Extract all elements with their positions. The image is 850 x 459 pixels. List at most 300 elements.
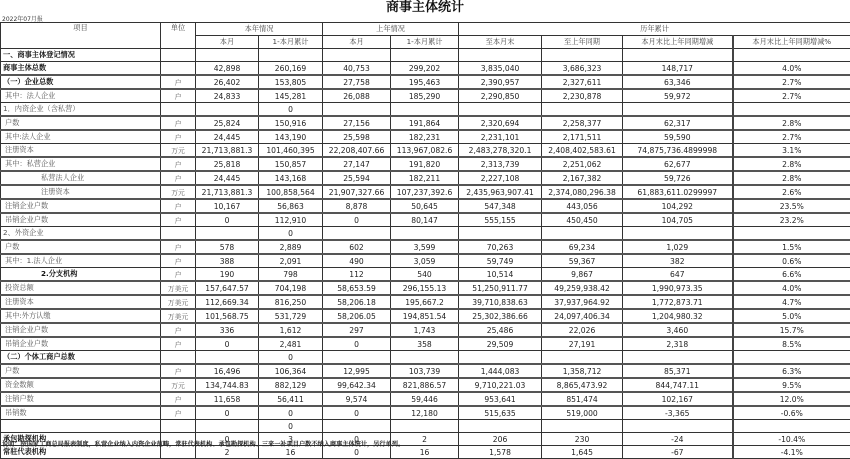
row-label: 其中：法人企业 — [1, 89, 161, 103]
row-label: 注销企业户数 — [1, 199, 161, 213]
cell-value: 195,667.2 — [391, 295, 459, 309]
row-unit: 万美元 — [161, 309, 196, 323]
cell-value: 39,710,838.63 — [459, 295, 542, 309]
cell-value: 59,749 — [459, 254, 542, 268]
cell-value: 4.7% — [733, 295, 850, 309]
cell-value: 1,612 — [259, 323, 323, 337]
cell-value: 2,390,957 — [459, 75, 542, 89]
row-unit: 户 — [161, 116, 196, 130]
cell-value: 882,129 — [259, 378, 323, 392]
row-label: 商事主体总数 — [1, 62, 161, 76]
cell-value: 2.8% — [733, 157, 850, 171]
cell-value: 704,198 — [259, 281, 323, 295]
cell-value: 2.7% — [733, 130, 850, 144]
cell-value — [323, 227, 391, 241]
cell-value: 26,402 — [196, 75, 259, 89]
table-row — [1, 227, 850, 241]
cell-value: 2.7% — [733, 75, 850, 89]
cell-value — [323, 351, 391, 365]
cell-value: 1,578 — [459, 446, 542, 459]
row-label: 承包勘探机构 — [1, 433, 161, 446]
table-row — [1, 116, 850, 130]
cell-value: 450,450 — [542, 213, 623, 227]
cell-value: 8,878 — [323, 199, 391, 213]
row-label: （一）企业总数 — [1, 75, 161, 89]
row-label: 其中:外方认缴 — [1, 309, 161, 323]
cell-value: 6.6% — [733, 268, 850, 282]
cell-value: 2,889 — [259, 240, 323, 254]
cell-value: 56,411 — [259, 392, 323, 406]
cell-value: 182,211 — [391, 171, 459, 185]
cell-value: 2,320,694 — [459, 116, 542, 130]
cell-value: 2,374,080,296.38 — [542, 185, 623, 199]
row-unit: 户 — [161, 75, 196, 89]
cell-value: 0 — [259, 103, 323, 117]
cell-value: -67 — [623, 446, 733, 459]
cell-value: 9.5% — [733, 378, 850, 392]
row-label: 2、外资企业 — [1, 227, 161, 241]
subheader-ytd: 1-本月累计 — [259, 36, 323, 49]
cell-value: 9,710,221.03 — [459, 378, 542, 392]
cell-value: 15.7% — [733, 323, 850, 337]
header-this-year: 本年情况 — [196, 23, 323, 36]
header-item: 项目 — [1, 23, 161, 49]
cell-value — [733, 351, 850, 365]
cell-value — [542, 351, 623, 365]
cell-value: 58,206.18 — [323, 295, 391, 309]
cell-value: 191,864 — [391, 116, 459, 130]
cell-value: 4.0% — [733, 62, 850, 76]
cell-value: 953,641 — [459, 392, 542, 406]
table-row — [1, 254, 850, 268]
cell-value — [459, 49, 542, 62]
table-row — [1, 268, 850, 282]
cell-value: 2,313,739 — [459, 157, 542, 171]
row-unit: 户 — [161, 392, 196, 406]
table-row — [1, 323, 850, 337]
cell-value: 102,167 — [623, 392, 733, 406]
cell-value: 2.6% — [733, 185, 850, 199]
row-label: 投资总额 — [1, 281, 161, 295]
table-row — [1, 364, 850, 378]
cell-value: 844,747.11 — [623, 378, 733, 392]
cell-value: 1,444,083 — [459, 364, 542, 378]
cell-value — [623, 103, 733, 117]
cell-value: 602 — [323, 240, 391, 254]
cell-value: 0 — [196, 406, 259, 420]
cell-value — [623, 420, 733, 433]
cell-value: 42,898 — [196, 62, 259, 76]
cell-value — [196, 103, 259, 117]
cell-value: 112,910 — [259, 213, 323, 227]
cell-value: 80,147 — [391, 213, 459, 227]
table-row — [1, 62, 850, 76]
subheader-ly-ytd: 1-本月累计 — [391, 36, 459, 49]
cell-value — [459, 227, 542, 241]
cell-value: 297 — [323, 323, 391, 337]
cell-value: 388 — [196, 254, 259, 268]
cell-value: 112,669.34 — [196, 295, 259, 309]
cell-value: 10,514 — [459, 268, 542, 282]
cell-value: 25,598 — [323, 130, 391, 144]
cell-value: 61,883,611.0299997 — [623, 185, 733, 199]
cell-value: 27,191 — [542, 337, 623, 351]
cell-value: 1,990,973.35 — [623, 281, 733, 295]
cell-value: 25,486 — [459, 323, 542, 337]
cell-value: 24,833 — [196, 89, 259, 103]
cell-value: 104,292 — [623, 199, 733, 213]
cell-value: 112 — [323, 268, 391, 282]
cell-value — [459, 103, 542, 117]
table-row — [1, 392, 850, 406]
cell-value: 59,446 — [391, 392, 459, 406]
cell-value: 106,364 — [259, 364, 323, 378]
cell-value: 182,231 — [391, 130, 459, 144]
row-label: 资金数额 — [1, 378, 161, 392]
row-unit — [161, 351, 196, 365]
cell-value: 540 — [391, 268, 459, 282]
cell-value: 185,290 — [391, 89, 459, 103]
cell-value: 1,645 — [542, 446, 623, 459]
cell-value: 5.0% — [733, 309, 850, 323]
cell-value: 490 — [323, 254, 391, 268]
cell-value: 2.8% — [733, 171, 850, 185]
cell-value: 1,358,712 — [542, 364, 623, 378]
cell-value: 336 — [196, 323, 259, 337]
cell-value: 26,088 — [323, 89, 391, 103]
table-row — [1, 144, 850, 158]
row-label: 2.分支机构 — [1, 268, 161, 282]
cell-value: 2 — [391, 433, 459, 446]
cell-value: 51,250,911.77 — [459, 281, 542, 295]
table-row — [1, 420, 850, 433]
cell-value: 3,835,040 — [459, 62, 542, 76]
cell-value: 531,729 — [259, 309, 323, 323]
cell-value: -3,365 — [623, 406, 733, 420]
table-row — [1, 406, 850, 420]
subheader-this-month: 本月 — [196, 36, 259, 49]
cell-value: 8,865,473.92 — [542, 378, 623, 392]
cell-value: 3 — [259, 433, 323, 446]
row-unit: 户 — [161, 337, 196, 351]
subheader-yoy-change: 本月末比上年同期增减 — [623, 36, 733, 49]
cell-value: 578 — [196, 240, 259, 254]
cell-value: 24,445 — [196, 130, 259, 144]
row-unit: 户 — [161, 323, 196, 337]
row-unit: 户 — [161, 157, 196, 171]
cell-value — [391, 227, 459, 241]
cell-value: 2,408,402,583.61 — [542, 144, 623, 158]
row-label: 户数 — [1, 240, 161, 254]
cell-value: 515,635 — [459, 406, 542, 420]
row-unit: 万元 — [161, 144, 196, 158]
cell-value: 150,916 — [259, 116, 323, 130]
cell-value: 2 — [196, 446, 259, 459]
cell-value: 9,574 — [323, 392, 391, 406]
row-unit — [161, 420, 196, 433]
cell-value: 851,474 — [542, 392, 623, 406]
table-row — [1, 171, 850, 185]
cell-value: 23.2% — [733, 213, 850, 227]
cell-value: 85,371 — [623, 364, 733, 378]
cell-value: 0 — [323, 406, 391, 420]
table-row — [1, 295, 850, 309]
cell-value: 206 — [459, 433, 542, 446]
cell-value: 382 — [623, 254, 733, 268]
cell-value — [391, 420, 459, 433]
cell-value: 27,156 — [323, 116, 391, 130]
cell-value: 37,937,964.92 — [542, 295, 623, 309]
cell-value: 3,460 — [623, 323, 733, 337]
cell-value: 2.7% — [733, 89, 850, 103]
row-label: 注册资本 — [1, 144, 161, 158]
cell-value — [623, 227, 733, 241]
row-unit: 户 — [161, 171, 196, 185]
cell-value — [196, 351, 259, 365]
row-unit: 户 — [161, 130, 196, 144]
cell-value: 25,818 — [196, 157, 259, 171]
cell-value: 12,180 — [391, 406, 459, 420]
cell-value: 260,169 — [259, 62, 323, 76]
cell-value: 2,231,101 — [459, 130, 542, 144]
cell-value: -4.1% — [733, 446, 850, 459]
cell-value: -0.6% — [733, 406, 850, 420]
report-period: 2022年07月报 — [2, 14, 43, 23]
cell-value: -10.4% — [733, 433, 850, 446]
cell-value: 21,713,881.3 — [196, 185, 259, 199]
cell-value: 22,026 — [542, 323, 623, 337]
table-row — [1, 378, 850, 392]
row-label: 注册资本 — [1, 185, 161, 199]
footnote: 说明：按国家工商总局报表制度，私营企业纳入内资企业范畴，常驻代表机构、承包勘探机构、三来一补项目户数不纳入商事主体统计，另行单列。 — [2, 439, 404, 448]
cell-value: 27,147 — [323, 157, 391, 171]
cell-value: 12,995 — [323, 364, 391, 378]
table-row — [1, 103, 850, 117]
cell-value — [196, 49, 259, 62]
cell-value: 143,168 — [259, 171, 323, 185]
cell-value: 191,820 — [391, 157, 459, 171]
row-label: 注销户数 — [1, 392, 161, 406]
cell-value: 3.1% — [733, 144, 850, 158]
cell-value: 22,208,407.66 — [323, 144, 391, 158]
row-label: 户数 — [1, 364, 161, 378]
cell-value: 107,237,392.6 — [391, 185, 459, 199]
table-row — [1, 157, 850, 171]
cell-value: 70,263 — [459, 240, 542, 254]
cell-value — [733, 103, 850, 117]
cell-value: 2,227,108 — [459, 171, 542, 185]
cell-value: 10,167 — [196, 199, 259, 213]
cell-value — [733, 420, 850, 433]
row-unit: 户 — [161, 406, 196, 420]
cell-value — [459, 351, 542, 365]
row-label: 1．内资企业（含私营） — [1, 103, 161, 117]
cell-value: 1.5% — [733, 240, 850, 254]
cell-value: 59,590 — [623, 130, 733, 144]
cell-value: 16 — [391, 446, 459, 459]
cell-value: 0 — [323, 213, 391, 227]
cell-value: 2.8% — [733, 116, 850, 130]
cell-value: 16 — [259, 446, 323, 459]
cell-value: 62,317 — [623, 116, 733, 130]
cell-value: 29,509 — [459, 337, 542, 351]
row-label: 吊销企业户数 — [1, 337, 161, 351]
cell-value — [623, 351, 733, 365]
cell-value: 0 — [259, 406, 323, 420]
cell-value: 150,857 — [259, 157, 323, 171]
row-unit — [161, 62, 196, 76]
row-label: 其中：1.法人企业 — [1, 254, 161, 268]
cell-value: 2,171,511 — [542, 130, 623, 144]
cell-value: 1,772,873.71 — [623, 295, 733, 309]
cell-value: 25,824 — [196, 116, 259, 130]
cell-value: 58,206.05 — [323, 309, 391, 323]
cell-value: 647 — [623, 268, 733, 282]
cell-value: 230 — [542, 433, 623, 446]
cell-value: 49,259,938.42 — [542, 281, 623, 295]
row-unit: 万美元 — [161, 295, 196, 309]
row-unit — [161, 49, 196, 62]
table-row — [1, 130, 850, 144]
cell-value: 519,000 — [542, 406, 623, 420]
cell-value: 0 — [323, 433, 391, 446]
row-unit: 户 — [161, 213, 196, 227]
cell-value: 3,059 — [391, 254, 459, 268]
row-unit: 户 — [161, 268, 196, 282]
cell-value: 58,653.59 — [323, 281, 391, 295]
cell-value: 24,097,406.34 — [542, 309, 623, 323]
cell-value: 25,302,386.66 — [459, 309, 542, 323]
cell-value: 63,346 — [623, 75, 733, 89]
cell-value: 0.6% — [733, 254, 850, 268]
header-last-year: 上年情况 — [323, 23, 459, 36]
cell-value: 2,435,963,907.41 — [459, 185, 542, 199]
cell-value: 0 — [259, 351, 323, 365]
cell-value: 195,463 — [391, 75, 459, 89]
cell-value: 9,867 — [542, 268, 623, 282]
row-unit: 户 — [161, 240, 196, 254]
cell-value: -24 — [623, 433, 733, 446]
row-label: 吊销企业户数 — [1, 213, 161, 227]
subheader-ly-same-period: 至上年同期 — [542, 36, 623, 49]
cell-value: 143,190 — [259, 130, 323, 144]
cell-value: 555,155 — [459, 213, 542, 227]
table-row — [1, 89, 850, 103]
cell-value — [542, 103, 623, 117]
cell-value: 24,445 — [196, 171, 259, 185]
page-title: 商事主体统计 — [0, 0, 850, 16]
subheader-yoy-change-pct: 本月末比上年同期增减% — [733, 36, 850, 49]
cell-value: 104,705 — [623, 213, 733, 227]
cell-value: 6.3% — [733, 364, 850, 378]
cell-value: 2,167,382 — [542, 171, 623, 185]
row-unit: 户 — [161, 254, 196, 268]
cell-value: 3,599 — [391, 240, 459, 254]
cell-value: 0 — [323, 337, 391, 351]
cell-value: 2,230,878 — [542, 89, 623, 103]
cell-value: 299,202 — [391, 62, 459, 76]
cell-value: 2,318 — [623, 337, 733, 351]
table-row — [1, 281, 850, 295]
cell-value: 443,056 — [542, 199, 623, 213]
cell-value: 358 — [391, 337, 459, 351]
cell-value: 2,251,062 — [542, 157, 623, 171]
row-unit — [161, 227, 196, 241]
stats-table — [0, 22, 850, 459]
cell-value: 21,907,327.66 — [323, 185, 391, 199]
cell-value — [323, 103, 391, 117]
row-unit: 万元 — [161, 185, 196, 199]
cell-value: 103,739 — [391, 364, 459, 378]
cell-value: 11,658 — [196, 392, 259, 406]
row-label: 户数 — [1, 116, 161, 130]
cell-value — [259, 49, 323, 62]
cell-value: 1,029 — [623, 240, 733, 254]
cell-value: 99,642.34 — [323, 378, 391, 392]
cell-value — [196, 227, 259, 241]
row-unit: 万元 — [161, 378, 196, 392]
cell-value: 190 — [196, 268, 259, 282]
cell-value — [733, 227, 850, 241]
row-unit — [161, 103, 196, 117]
row-label: 注册资本 — [1, 295, 161, 309]
cell-value — [542, 227, 623, 241]
cell-value: 2,483,278,320.1 — [459, 144, 542, 158]
cell-value: 0 — [259, 227, 323, 241]
cell-value: 0 — [323, 446, 391, 459]
cell-value — [391, 351, 459, 365]
subheader-to-month-end: 至本月末 — [459, 36, 542, 49]
row-label: 常驻代表机构 — [1, 446, 161, 459]
cell-value: 25,594 — [323, 171, 391, 185]
cell-value: 8.5% — [733, 337, 850, 351]
cell-value: 3,686,323 — [542, 62, 623, 76]
row-label: （二）个体工商户总数 — [1, 351, 161, 365]
cell-value: 798 — [259, 268, 323, 282]
subheader-ly-month: 本月 — [323, 36, 391, 49]
cell-value: 12.0% — [733, 392, 850, 406]
cell-value: 816,250 — [259, 295, 323, 309]
cell-value: 101,460,395 — [259, 144, 323, 158]
cell-value: 100,858,564 — [259, 185, 323, 199]
row-unit: 户 — [161, 364, 196, 378]
cell-value: 0 — [196, 337, 259, 351]
cell-value: 2,258,377 — [542, 116, 623, 130]
header-unit: 单位 — [161, 23, 196, 49]
cell-value — [542, 49, 623, 62]
row-unit: 户 — [161, 199, 196, 213]
cell-value: 23.5% — [733, 199, 850, 213]
cell-value: 101,568.75 — [196, 309, 259, 323]
row-label: 吊销数 — [1, 406, 161, 420]
cell-value: 113,967,082.6 — [391, 144, 459, 158]
cell-value: 0 — [196, 213, 259, 227]
cell-value: 50,645 — [391, 199, 459, 213]
cell-value — [459, 420, 542, 433]
cell-value: 145,281 — [259, 89, 323, 103]
table-row — [1, 240, 850, 254]
cell-value — [323, 49, 391, 62]
row-label: 私营法人企业 — [1, 171, 161, 185]
table-row — [1, 199, 850, 213]
row-label: 其中：私营企业 — [1, 157, 161, 171]
cell-value: 148,717 — [623, 62, 733, 76]
cell-value: 194,851.54 — [391, 309, 459, 323]
cell-value: 16,496 — [196, 364, 259, 378]
cell-value: 59,972 — [623, 89, 733, 103]
cell-value: 153,805 — [259, 75, 323, 89]
table-row — [1, 337, 850, 351]
